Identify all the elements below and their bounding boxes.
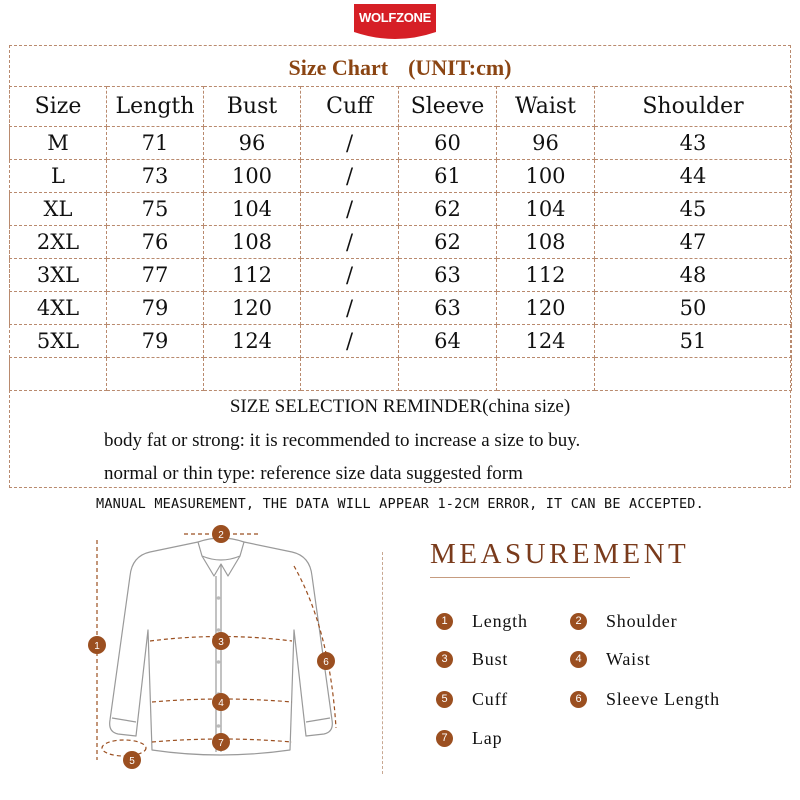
cell-bust: 112 (204, 259, 301, 292)
number-badge-icon: 7 (436, 730, 453, 747)
legend-item-waist (570, 648, 651, 670)
legend-label: Waist (606, 648, 651, 669)
cell-size: 3XL (10, 259, 107, 292)
table-body (10, 127, 792, 391)
cell-size: 2XL (10, 226, 107, 259)
number-badge-icon: 1 (436, 613, 453, 630)
number-badge-icon: 5 (436, 691, 453, 708)
title-unit: (UNIT:cm) (408, 55, 512, 80)
cell-shoulder: 50 (595, 292, 792, 325)
diagram-badge-5: 5 (129, 756, 135, 767)
header-size: Size (10, 87, 107, 127)
legend-label: Sleeve Length (606, 688, 720, 709)
cell-waist: 96 (497, 127, 595, 160)
header-bust: Bust (204, 87, 301, 127)
cell-sleeve: 63 (399, 259, 497, 292)
table-row (10, 226, 792, 259)
cell-size: M (10, 127, 107, 160)
cell-shoulder: 45 (595, 193, 792, 226)
diagram-badge-4: 4 (218, 698, 224, 709)
header-cuff: Cuff (301, 87, 399, 127)
cell-size: XL (10, 193, 107, 226)
cell-empty (497, 358, 595, 391)
header-shoulder: Shoulder (595, 87, 792, 127)
cell-empty (204, 358, 301, 391)
cell-cuff: / (301, 193, 399, 226)
cell-length: 75 (107, 193, 204, 226)
legend-label: Length (472, 610, 528, 631)
cell-cuff: / (301, 226, 399, 259)
legend-label: Shoulder (606, 610, 678, 631)
cell-sleeve: 62 (399, 193, 497, 226)
cell-bust: 100 (204, 160, 301, 193)
table-row (10, 160, 792, 193)
cell-cuff: / (301, 259, 399, 292)
table-row (10, 259, 792, 292)
cell-empty (107, 358, 204, 391)
legend-label: Bust (472, 648, 509, 669)
table-row (10, 127, 792, 160)
legend-item-lap (436, 727, 502, 749)
table-row-empty (10, 358, 792, 391)
cell-cuff: / (301, 127, 399, 160)
cell-size: 4XL (10, 292, 107, 325)
number-badge-icon: 2 (570, 613, 587, 630)
cell-length: 79 (107, 292, 204, 325)
diagram-badge-1: 1 (94, 641, 100, 652)
legend-item-bust (436, 648, 508, 670)
cell-waist: 104 (497, 193, 595, 226)
number-badge-icon: 6 (570, 691, 587, 708)
cell-size: L (10, 160, 107, 193)
cell-empty (399, 358, 497, 391)
cell-empty (10, 358, 107, 391)
cell-shoulder: 48 (595, 259, 792, 292)
cell-empty (595, 358, 792, 391)
legend-item-length (436, 610, 528, 632)
cell-length: 76 (107, 226, 204, 259)
size-chart-title (9, 46, 791, 86)
cell-sleeve: 64 (399, 325, 497, 358)
cell-bust: 96 (204, 127, 301, 160)
cell-waist: 124 (497, 325, 595, 358)
cell-shoulder: 43 (595, 127, 792, 160)
brand-logo (352, 2, 438, 42)
cell-shoulder: 47 (595, 226, 792, 259)
diagram-badge-7: 7 (218, 738, 224, 749)
reminder-title: SIZE SELECTION REMINDER(china size) (229, 396, 571, 417)
number-badge-icon: 3 (436, 651, 453, 668)
cell-bust: 104 (204, 193, 301, 226)
header-waist: Waist (497, 87, 595, 127)
cell-waist: 108 (497, 226, 595, 259)
cell-sleeve: 62 (399, 226, 497, 259)
cell-cuff: / (301, 160, 399, 193)
diagram-badge-3: 3 (218, 637, 224, 648)
cell-length: 79 (107, 325, 204, 358)
header-sleeve: Sleeve (399, 87, 497, 127)
cell-waist: 120 (497, 292, 595, 325)
cell-cuff: / (301, 292, 399, 325)
reminder-line-fat: body fat or strong: it is recommended to increase a size to buy. (104, 430, 581, 451)
cell-bust: 120 (204, 292, 301, 325)
table-row (10, 292, 792, 325)
cell-sleeve: 63 (399, 292, 497, 325)
legend-item-cuff (436, 688, 508, 710)
legend-item-shoulder (570, 610, 677, 632)
legend-label: Lap (472, 727, 503, 748)
cell-bust: 124 (204, 325, 301, 358)
cell-bust: 108 (204, 226, 301, 259)
cell-length: 73 (107, 160, 204, 193)
cell-waist: 100 (497, 160, 595, 193)
cell-length: 71 (107, 127, 204, 160)
cell-sleeve: 61 (399, 160, 497, 193)
table-row (10, 193, 792, 226)
size-table (9, 86, 792, 391)
manual-measurement-note: MANUAL MEASUREMENT, THE DATA WILL APPEAR 1-2CM ERROR, IT CAN BE ACCEPTED. (96, 496, 704, 512)
cell-cuff: / (301, 325, 399, 358)
cell-shoulder: 44 (595, 160, 792, 193)
logo-text: WOLFZONE (359, 10, 431, 25)
title-main: Size Chart (288, 55, 389, 80)
cell-shoulder: 51 (595, 325, 792, 358)
table-header-row (10, 87, 792, 127)
measurement-heading: MEASUREMENT (430, 538, 690, 570)
reminder-line-thin: normal or thin type: reference size data suggested form (104, 463, 523, 484)
cell-sleeve: 60 (399, 127, 497, 160)
diagram-badge-6: 6 (323, 657, 329, 668)
table-row (10, 325, 792, 358)
number-badge-icon: 4 (570, 651, 587, 668)
cell-empty (301, 358, 399, 391)
cell-waist: 112 (497, 259, 595, 292)
cell-size: 5XL (10, 325, 107, 358)
cell-length: 77 (107, 259, 204, 292)
diagram-badge-2: 2 (218, 530, 224, 541)
header-length: Length (107, 87, 204, 127)
shirt-diagram-icon (80, 520, 350, 775)
section-divider (382, 552, 383, 774)
legend-item-sleeve-length (570, 688, 720, 710)
legend-label: Cuff (472, 688, 508, 709)
measurement-underline (430, 577, 630, 578)
